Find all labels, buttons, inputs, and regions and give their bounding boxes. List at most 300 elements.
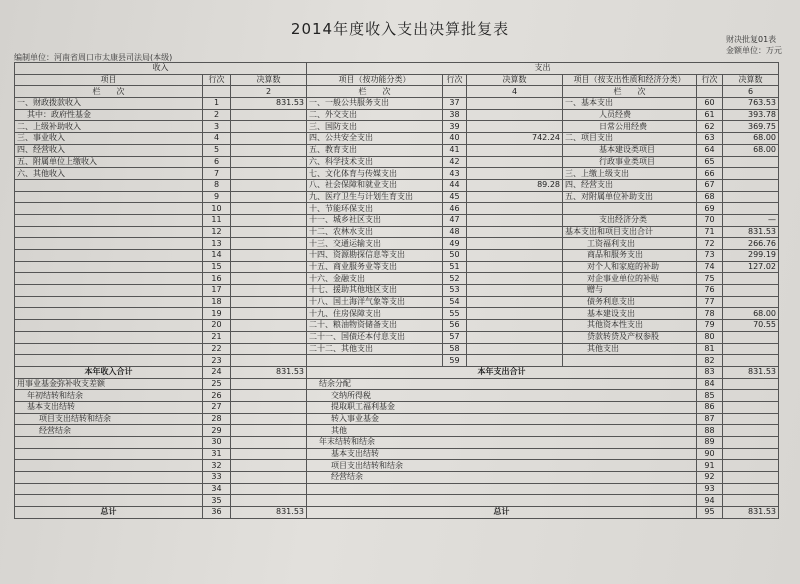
- econ-row-no: 80: [697, 331, 723, 343]
- func-item-header: 项目（按功能分类）: [307, 74, 443, 86]
- table-row: [15, 343, 779, 355]
- income-item: 用事业基金弥补收支差额: [15, 378, 203, 390]
- func-row-no: 53: [443, 285, 467, 297]
- expenditure-bottom-item: 提取职工福利基金: [307, 401, 697, 413]
- econ-value: [723, 191, 779, 203]
- func-item: 十三、交通运输支出: [307, 238, 443, 250]
- income-value: [231, 261, 307, 273]
- table-row: [15, 121, 779, 133]
- table-row: [15, 495, 779, 507]
- func-row-no: 43: [443, 168, 467, 180]
- func-value: [467, 109, 563, 121]
- func-value: [467, 343, 563, 355]
- expenditure-bottom-value: [723, 401, 779, 413]
- func-item: 十、节能环保支出: [307, 203, 443, 215]
- econ-row-no: 74: [697, 261, 723, 273]
- econ-item: 五、对附属单位补助支出: [563, 191, 697, 203]
- organization-label: 编制单位：河南省周口市太康县司法局(本级): [14, 53, 173, 62]
- income-row-no: 18: [203, 296, 231, 308]
- func-value: [467, 273, 563, 285]
- income-row-no: 32: [203, 460, 231, 472]
- table-row: [15, 261, 779, 273]
- func-item: 十二、农林水支出: [307, 226, 443, 238]
- func-value: [467, 121, 563, 133]
- income-value: [231, 168, 307, 180]
- func-value: [467, 250, 563, 262]
- econ-item: 其他资本性支出: [563, 320, 697, 332]
- income-value: [231, 179, 307, 191]
- econ-value: 266.76: [723, 238, 779, 250]
- func-item: 十五、商业服务业等支出: [307, 261, 443, 273]
- expenditure-total-label: 本年支出合计: [307, 366, 697, 378]
- econ-row-no: 72: [697, 238, 723, 250]
- income-row-no: 29: [203, 425, 231, 437]
- econ-value: 68.00: [723, 308, 779, 320]
- income-item: 六、其他收入: [15, 168, 203, 180]
- expenditure-bottom-item: 结余分配: [307, 378, 697, 390]
- func-row-no: 44: [443, 179, 467, 191]
- income-value: [231, 109, 307, 121]
- econ-final-header: 决算数: [723, 74, 779, 86]
- expenditure-bottom-row-no: 86: [697, 401, 723, 413]
- income-row-no: 10: [203, 203, 231, 215]
- column-index-2: 2: [231, 86, 307, 98]
- func-value: [467, 168, 563, 180]
- income-value: [231, 133, 307, 145]
- column-index-6: 6: [723, 86, 779, 98]
- econ-item: 基本建设类项目: [563, 144, 697, 156]
- form-number: 财决批复01表: [726, 35, 777, 44]
- expenditure-grand-total-row-no: 95: [697, 507, 723, 519]
- expenditure-bottom-item: 基本支出结转: [307, 448, 697, 460]
- econ-value: [723, 273, 779, 285]
- func-value: [467, 144, 563, 156]
- column-index-label: 栏 次: [15, 86, 203, 98]
- income-row-no: 31: [203, 448, 231, 460]
- econ-item: 对个人和家庭的补助: [563, 261, 697, 273]
- table-row: [15, 448, 779, 460]
- income-value: [231, 355, 307, 367]
- econ-item: 赠与: [563, 285, 697, 297]
- expenditure-bottom-value: [723, 437, 779, 449]
- func-value: [467, 238, 563, 250]
- income-item: 一、财政拨款收入: [15, 98, 203, 110]
- expenditure-bottom-item: 其他: [307, 425, 697, 437]
- econ-row-no: 65: [697, 156, 723, 168]
- amount-unit: 金额单位：万元: [726, 46, 782, 55]
- econ-value: [723, 285, 779, 297]
- income-value: [231, 238, 307, 250]
- table-row: [15, 273, 779, 285]
- expenditure-total-value: 831.53: [723, 366, 779, 378]
- expenditure-bottom-row-no: 93: [697, 483, 723, 495]
- income-row-no: 3: [203, 121, 231, 133]
- econ-row-no: 75: [697, 273, 723, 285]
- expenditure-bottom-item: 项目支出结转和结余: [307, 460, 697, 472]
- econ-item: 人员经费: [563, 109, 697, 121]
- table-row: [15, 331, 779, 343]
- table-row: [15, 144, 779, 156]
- income-item: [15, 296, 203, 308]
- income-item: 四、经营收入: [15, 144, 203, 156]
- income-row-no: 21: [203, 331, 231, 343]
- income-value: [231, 483, 307, 495]
- income-item: 年初结转和结余: [15, 390, 203, 402]
- econ-row-no: 63: [697, 133, 723, 145]
- income-row-no: 20: [203, 320, 231, 332]
- func-rowno-header: 行次: [443, 74, 467, 86]
- income-row-no: 24: [203, 366, 231, 378]
- income-value: 831.53: [231, 507, 307, 519]
- econ-value: [723, 168, 779, 180]
- econ-row-no: 69: [697, 203, 723, 215]
- expenditure-grand-total-label: 总计: [307, 507, 697, 519]
- income-item: [15, 261, 203, 273]
- econ-item: 基本建设支出: [563, 308, 697, 320]
- table-row: [15, 483, 779, 495]
- form-meta: [726, 34, 782, 56]
- econ-row-no: 71: [697, 226, 723, 238]
- column-index-label: 栏 次: [563, 86, 697, 98]
- income-item: [15, 437, 203, 449]
- income-value: [231, 285, 307, 297]
- func-row-no: 59: [443, 355, 467, 367]
- func-item: 七、文化体育与传媒支出: [307, 168, 443, 180]
- income-row-no: 19: [203, 308, 231, 320]
- income-item: [15, 448, 203, 460]
- table-row: [15, 320, 779, 332]
- econ-item-header: 项目（按支出性质和经济分类）: [563, 74, 697, 86]
- income-row-no: 2: [203, 109, 231, 121]
- table-row: [15, 460, 779, 472]
- func-row-no: 37: [443, 98, 467, 110]
- income-value: [231, 296, 307, 308]
- func-row-no: 52: [443, 273, 467, 285]
- expenditure-bottom-value: [723, 483, 779, 495]
- econ-item: [563, 203, 697, 215]
- table-row: [15, 203, 779, 215]
- func-row-no: 38: [443, 109, 467, 121]
- income-item: 其中：政府性基金: [15, 109, 203, 121]
- expenditure-bottom-row-no: 90: [697, 448, 723, 460]
- income-value: [231, 250, 307, 262]
- econ-value: 369.75: [723, 121, 779, 133]
- income-row-no: 23: [203, 355, 231, 367]
- table-row: [15, 238, 779, 250]
- income-value: [231, 308, 307, 320]
- income-value: [231, 413, 307, 425]
- income-value: [231, 144, 307, 156]
- econ-item: 日常公用经费: [563, 121, 697, 133]
- econ-row-no: 77: [697, 296, 723, 308]
- econ-value: —: [723, 214, 779, 226]
- func-value: [467, 191, 563, 203]
- page-title: 2014年度收入支出决算批复表: [290, 20, 510, 38]
- func-value: [467, 320, 563, 332]
- table-row: [15, 507, 779, 519]
- income-item-header: 项目: [15, 74, 203, 86]
- table-row: [15, 250, 779, 262]
- income-item: [15, 331, 203, 343]
- table-row: [15, 308, 779, 320]
- econ-row-no: 73: [697, 250, 723, 262]
- econ-value: 393.78: [723, 109, 779, 121]
- table-row: [15, 133, 779, 145]
- income-value: [231, 401, 307, 413]
- func-value: 742.24: [467, 133, 563, 145]
- income-row-no: 15: [203, 261, 231, 273]
- expenditure-bottom-row-no: 87: [697, 413, 723, 425]
- income-item: 本年收入合计: [15, 366, 203, 378]
- func-item: 五、教育支出: [307, 144, 443, 156]
- income-item: [15, 483, 203, 495]
- income-item: [15, 320, 203, 332]
- func-row-no: 57: [443, 331, 467, 343]
- econ-item: 基本支出和项目支出合计: [563, 226, 697, 238]
- income-row-no: 6: [203, 156, 231, 168]
- func-value: [467, 296, 563, 308]
- func-item: 二十、粮油物资储备支出: [307, 320, 443, 332]
- func-row-no: 58: [443, 343, 467, 355]
- income-row-no: 9: [203, 191, 231, 203]
- table-row: [15, 191, 779, 203]
- income-value: [231, 390, 307, 402]
- func-value: [467, 285, 563, 297]
- income-row-no: 14: [203, 250, 231, 262]
- table-row: [15, 355, 779, 367]
- expenditure-bottom-value: [723, 495, 779, 507]
- econ-value: [723, 343, 779, 355]
- income-value: [231, 460, 307, 472]
- func-item: 四、公共安全支出: [307, 133, 443, 145]
- expenditure-bottom-row-no: 84: [697, 378, 723, 390]
- income-value: [231, 156, 307, 168]
- econ-item: 债务利息支出: [563, 296, 697, 308]
- func-final-header: 决算数: [467, 74, 563, 86]
- table-row: [15, 296, 779, 308]
- func-row-no: 50: [443, 250, 467, 262]
- expenditure-bottom-row-no: 92: [697, 472, 723, 484]
- econ-item: 一、基本支出: [563, 98, 697, 110]
- econ-row-no: 81: [697, 343, 723, 355]
- func-row-no: 46: [443, 203, 467, 215]
- column-index-label: 栏 次: [307, 86, 443, 98]
- income-row-no: 12: [203, 226, 231, 238]
- income-value: [231, 273, 307, 285]
- table-row: [15, 168, 779, 180]
- func-item: 十四、资源勘探信息等支出: [307, 250, 443, 262]
- table-row: [15, 437, 779, 449]
- income-item: [15, 495, 203, 507]
- func-item: 十六、金融支出: [307, 273, 443, 285]
- econ-value: 763.53: [723, 98, 779, 110]
- income-item: [15, 226, 203, 238]
- income-item: 总计: [15, 507, 203, 519]
- func-item: 十一、城乡社区支出: [307, 214, 443, 226]
- econ-item: 商品和服务支出: [563, 250, 697, 262]
- func-item: 九、医疗卫生与计划生育支出: [307, 191, 443, 203]
- income-item: [15, 343, 203, 355]
- func-item: 十九、住房保障支出: [307, 308, 443, 320]
- table-row: [15, 378, 779, 390]
- income-row-no: 30: [203, 437, 231, 449]
- table-row: [15, 98, 779, 110]
- econ-item: 支出经济分类: [563, 214, 697, 226]
- econ-value: 299.19: [723, 250, 779, 262]
- income-item: [15, 191, 203, 203]
- func-value: [467, 261, 563, 273]
- expenditure-bottom-value: [723, 378, 779, 390]
- income-value: 831.53: [231, 366, 307, 378]
- func-row-no: 48: [443, 226, 467, 238]
- econ-row-no: 78: [697, 308, 723, 320]
- func-value: [467, 203, 563, 215]
- income-item: [15, 308, 203, 320]
- econ-value: 68.00: [723, 144, 779, 156]
- func-row-no: 47: [443, 214, 467, 226]
- econ-item: 二、项目支出: [563, 133, 697, 145]
- econ-item: [563, 355, 697, 367]
- expenditure-bottom-row-no: 85: [697, 390, 723, 402]
- income-item: 经营结余: [15, 425, 203, 437]
- econ-item: 贷款转贷及产权参股: [563, 331, 697, 343]
- income-value: [231, 226, 307, 238]
- econ-row-no: 68: [697, 191, 723, 203]
- func-value: 89.28: [467, 179, 563, 191]
- expenditure-bottom-row-no: 88: [697, 425, 723, 437]
- econ-value: [723, 355, 779, 367]
- econ-value: [723, 179, 779, 191]
- income-final-header: 决算数: [231, 74, 307, 86]
- income-value: [231, 191, 307, 203]
- income-item: [15, 285, 203, 297]
- table-row: [15, 413, 779, 425]
- income-item: 三、事业收入: [15, 133, 203, 145]
- func-value: [467, 214, 563, 226]
- econ-row-no: 61: [697, 109, 723, 121]
- func-row-no: 56: [443, 320, 467, 332]
- func-item: 二、外交支出: [307, 109, 443, 121]
- func-value: [467, 226, 563, 238]
- income-row-no: 25: [203, 378, 231, 390]
- expenditure-bottom-item: 年末结转和结余: [307, 437, 697, 449]
- table-row: [15, 179, 779, 191]
- income-value: 831.53: [231, 98, 307, 110]
- income-rowno-header: 行次: [203, 74, 231, 86]
- expenditure-bottom-row-no: 91: [697, 460, 723, 472]
- income-row-no: 13: [203, 238, 231, 250]
- econ-value: 127.02: [723, 261, 779, 273]
- income-row-no: 34: [203, 483, 231, 495]
- expenditure-bottom-value: [723, 390, 779, 402]
- table-row: [15, 109, 779, 121]
- income-row-no: 27: [203, 401, 231, 413]
- income-item: [15, 179, 203, 191]
- econ-row-no: 76: [697, 285, 723, 297]
- income-item: [15, 460, 203, 472]
- econ-value: [723, 296, 779, 308]
- table-row: [15, 366, 779, 378]
- econ-item: 行政事业类项目: [563, 156, 697, 168]
- income-value: [231, 214, 307, 226]
- func-row-no: 45: [443, 191, 467, 203]
- income-row-no: 1: [203, 98, 231, 110]
- func-item: 三、国防支出: [307, 121, 443, 133]
- table-row: [15, 472, 779, 484]
- func-item: 二十一、国债还本付息支出: [307, 331, 443, 343]
- func-row-no: 40: [443, 133, 467, 145]
- expenditure-header: 支出: [307, 63, 779, 75]
- func-item: 六、科学技术支出: [307, 156, 443, 168]
- econ-value: 68.00: [723, 133, 779, 145]
- econ-rowno-header: 行次: [697, 74, 723, 86]
- table-row: [15, 401, 779, 413]
- func-item: 一、一般公共服务支出: [307, 98, 443, 110]
- income-value: [231, 331, 307, 343]
- func-value: [467, 308, 563, 320]
- table-row: [15, 214, 779, 226]
- func-row-no: 54: [443, 296, 467, 308]
- budget-table: [14, 62, 779, 519]
- income-row-no: 5: [203, 144, 231, 156]
- income-row-no: 28: [203, 413, 231, 425]
- expenditure-bottom-item: [307, 495, 697, 507]
- table-row: [15, 156, 779, 168]
- econ-item: 对企事业单位的补贴: [563, 273, 697, 285]
- func-item: 八、社会保障和就业支出: [307, 179, 443, 191]
- income-row-no: 4: [203, 133, 231, 145]
- expenditure-bottom-value: [723, 472, 779, 484]
- income-row-no: 8: [203, 179, 231, 191]
- econ-item: 三、上缴上级支出: [563, 168, 697, 180]
- func-value: [467, 331, 563, 343]
- econ-value: [723, 203, 779, 215]
- income-row-no: 36: [203, 507, 231, 519]
- income-row-no: 16: [203, 273, 231, 285]
- func-value: [467, 355, 563, 367]
- econ-item: 四、经营支出: [563, 179, 697, 191]
- func-value: [467, 156, 563, 168]
- income-row-no: 33: [203, 472, 231, 484]
- income-value: [231, 437, 307, 449]
- income-item: [15, 355, 203, 367]
- func-row-no: 39: [443, 121, 467, 133]
- func-row-no: 41: [443, 144, 467, 156]
- econ-item: 工资福利支出: [563, 238, 697, 250]
- expenditure-bottom-row-no: 94: [697, 495, 723, 507]
- econ-item: 其他支出: [563, 343, 697, 355]
- table-row: [15, 226, 779, 238]
- expenditure-bottom-item: 交纳所得税: [307, 390, 697, 402]
- econ-row-no: 64: [697, 144, 723, 156]
- income-item: 五、附属单位上缴收入: [15, 156, 203, 168]
- func-value: [467, 98, 563, 110]
- expenditure-grand-total-value: 831.53: [723, 507, 779, 519]
- income-item: [15, 238, 203, 250]
- income-row-no: 17: [203, 285, 231, 297]
- income-value: [231, 495, 307, 507]
- func-item: 十八、国土海洋气象等支出: [307, 296, 443, 308]
- econ-row-no: 67: [697, 179, 723, 191]
- income-item: 基本支出结转: [15, 401, 203, 413]
- econ-row-no: 60: [697, 98, 723, 110]
- econ-row-no: 66: [697, 168, 723, 180]
- econ-value: [723, 331, 779, 343]
- func-row-no: 51: [443, 261, 467, 273]
- income-value: [231, 203, 307, 215]
- func-item: 十七、援助其他地区支出: [307, 285, 443, 297]
- func-row-no: 49: [443, 238, 467, 250]
